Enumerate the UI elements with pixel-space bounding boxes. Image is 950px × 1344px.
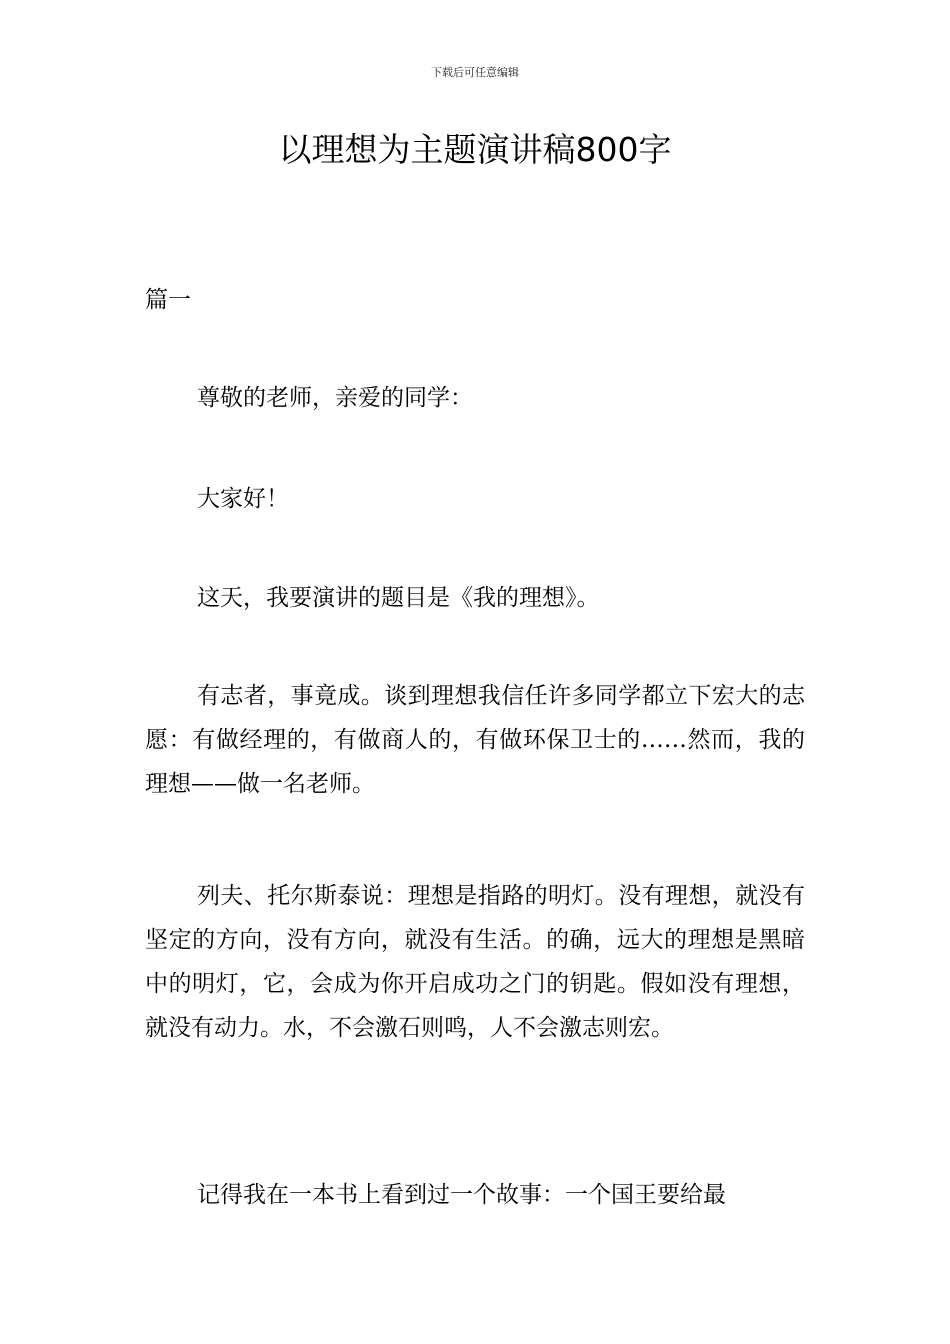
- paragraph-hello: 大家好！: [197, 486, 289, 512]
- paragraph-tolstoy: 列夫、托尔斯泰说：理想是指路的明灯。没有理想，就没有坚定的方向，没有方向，就没有生活。的确，远大的理想是黑暗中的明灯，它，会成为你开启成功之门的钥匙。假如没有理想，就没有动力。水，不会激石则鸣，人不会激志则宏。: [145, 883, 805, 1041]
- paragraph-greeting: 尊敬的老师，亲爱的同学：: [197, 385, 473, 411]
- paragraph-topic: 这天，我要演讲的题目是《我的理想》。: [197, 585, 600, 611]
- paragraph-story: 记得我在一本书上看到过一个故事：一个国王要给最: [197, 1182, 726, 1208]
- paragraph-ideal: 有志者，事竟成。谈到理想我信任许多同学都立下宏大的志愿：有做经理的，有做商人的，有做环保卫士的……然而，我的理想——做一名老师。: [145, 683, 805, 797]
- header-note: 下载后可任意编辑: [431, 66, 519, 79]
- document-title: 以理想为主题演讲稿800字: [278, 130, 672, 169]
- section-label: 篇一: [145, 287, 191, 313]
